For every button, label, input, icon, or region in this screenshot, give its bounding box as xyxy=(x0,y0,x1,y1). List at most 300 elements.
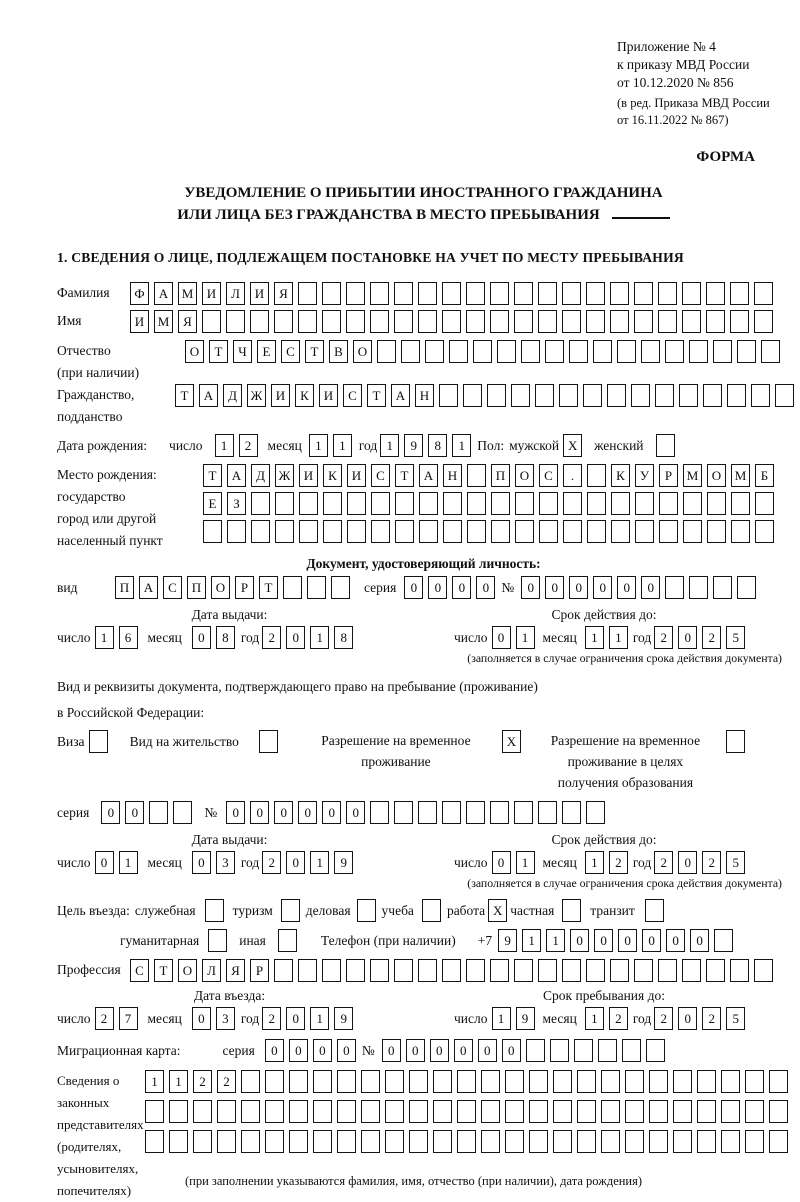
stay-month-boxes[interactable] xyxy=(585,1007,628,1030)
char-box[interactable] xyxy=(611,492,630,515)
char-box[interactable]: Р xyxy=(659,464,678,487)
char-box[interactable] xyxy=(193,1130,212,1153)
stay-day-boxes[interactable] xyxy=(492,1007,535,1030)
char-box[interactable] xyxy=(385,1070,404,1093)
char-box[interactable] xyxy=(755,520,774,543)
char-box[interactable] xyxy=(275,520,294,543)
char-box[interactable] xyxy=(173,801,192,824)
char-box[interactable]: 9 xyxy=(516,1007,535,1030)
char-box[interactable] xyxy=(371,492,390,515)
char-box[interactable] xyxy=(433,1100,452,1123)
char-box[interactable] xyxy=(418,801,437,824)
char-box[interactable] xyxy=(357,899,376,922)
char-box[interactable]: И xyxy=(347,464,366,487)
char-box[interactable] xyxy=(298,959,317,982)
given-name-boxes[interactable] xyxy=(130,310,773,333)
char-box[interactable] xyxy=(683,520,702,543)
char-box[interactable]: 9 xyxy=(334,851,353,874)
char-box[interactable] xyxy=(409,1070,428,1093)
char-box[interactable] xyxy=(649,1130,668,1153)
char-box[interactable]: К xyxy=(295,384,314,407)
char-box[interactable]: X xyxy=(563,434,582,457)
id-valid-year-boxes[interactable] xyxy=(654,626,745,649)
char-box[interactable] xyxy=(655,384,674,407)
char-box[interactable] xyxy=(769,1130,788,1153)
char-box[interactable] xyxy=(538,959,557,982)
char-box[interactable]: С xyxy=(163,576,182,599)
purpose-work-checkbox[interactable] xyxy=(488,899,507,922)
char-box[interactable]: Т xyxy=(367,384,386,407)
char-box[interactable] xyxy=(538,801,557,824)
profession-boxes[interactable] xyxy=(130,959,773,982)
purpose-study-checkbox[interactable] xyxy=(422,899,441,922)
char-box[interactable] xyxy=(713,576,732,599)
char-box[interactable] xyxy=(298,282,317,305)
char-box[interactable]: 0 xyxy=(569,576,588,599)
char-box[interactable] xyxy=(611,520,630,543)
char-box[interactable]: 0 xyxy=(521,576,540,599)
char-box[interactable] xyxy=(418,959,437,982)
char-box[interactable] xyxy=(689,340,708,363)
char-box[interactable] xyxy=(689,576,708,599)
char-box[interactable] xyxy=(634,282,653,305)
char-box[interactable]: И xyxy=(319,384,338,407)
char-box[interactable] xyxy=(265,1100,284,1123)
char-box[interactable] xyxy=(299,520,318,543)
char-box[interactable] xyxy=(656,434,675,457)
char-box[interactable]: 0 xyxy=(192,851,211,874)
char-box[interactable]: 2 xyxy=(217,1070,236,1093)
char-box[interactable] xyxy=(529,1130,548,1153)
char-box[interactable] xyxy=(322,310,341,333)
char-box[interactable] xyxy=(505,1070,524,1093)
char-box[interactable] xyxy=(418,282,437,305)
char-box[interactable]: 0 xyxy=(125,801,144,824)
entry-year-boxes[interactable] xyxy=(262,1007,353,1030)
char-box[interactable] xyxy=(385,1130,404,1153)
char-box[interactable] xyxy=(409,1130,428,1153)
char-box[interactable] xyxy=(731,492,750,515)
char-box[interactable] xyxy=(775,384,794,407)
birth-place-row1-boxes[interactable] xyxy=(203,464,774,487)
char-box[interactable]: 8 xyxy=(216,626,235,649)
char-box[interactable]: Л xyxy=(226,282,245,305)
char-box[interactable] xyxy=(490,310,509,333)
char-box[interactable] xyxy=(149,801,168,824)
char-box[interactable] xyxy=(755,492,774,515)
representatives-row2-boxes[interactable] xyxy=(145,1100,788,1123)
res-valid-month-boxes[interactable] xyxy=(585,851,628,874)
birth-place-row3-boxes[interactable] xyxy=(203,520,774,543)
char-box[interactable] xyxy=(714,929,733,952)
char-box[interactable] xyxy=(467,492,486,515)
char-box[interactable] xyxy=(515,492,534,515)
char-box[interactable] xyxy=(505,1100,524,1123)
char-box[interactable]: И xyxy=(250,282,269,305)
purpose-humanitarian-checkbox[interactable] xyxy=(208,929,227,952)
char-box[interactable] xyxy=(418,310,437,333)
char-box[interactable] xyxy=(491,520,510,543)
char-box[interactable]: 2 xyxy=(654,626,673,649)
char-box[interactable] xyxy=(205,899,224,922)
char-box[interactable] xyxy=(442,282,461,305)
char-box[interactable] xyxy=(586,801,605,824)
char-box[interactable] xyxy=(241,1070,260,1093)
char-box[interactable]: У xyxy=(635,464,654,487)
char-box[interactable] xyxy=(313,1070,332,1093)
char-box[interactable] xyxy=(313,1100,332,1123)
char-box[interactable]: Т xyxy=(259,576,278,599)
birth-month-boxes[interactable] xyxy=(309,434,352,457)
char-box[interactable]: 0 xyxy=(617,576,636,599)
char-box[interactable] xyxy=(673,1070,692,1093)
char-box[interactable] xyxy=(346,959,365,982)
char-box[interactable] xyxy=(497,340,516,363)
char-box[interactable] xyxy=(713,340,732,363)
char-box[interactable]: 0 xyxy=(641,576,660,599)
stay-year-boxes[interactable] xyxy=(654,1007,745,1030)
char-box[interactable] xyxy=(370,282,389,305)
char-box[interactable]: 1 xyxy=(145,1070,164,1093)
char-box[interactable]: Д xyxy=(251,464,270,487)
char-box[interactable]: 1 xyxy=(310,1007,329,1030)
char-box[interactable]: 1 xyxy=(380,434,399,457)
char-box[interactable]: 8 xyxy=(428,434,447,457)
char-box[interactable]: 0 xyxy=(286,626,305,649)
char-box[interactable] xyxy=(298,310,317,333)
char-box[interactable] xyxy=(601,1100,620,1123)
char-box[interactable] xyxy=(631,384,650,407)
id-issue-year-boxes[interactable] xyxy=(262,626,353,649)
char-box[interactable] xyxy=(721,1130,740,1153)
char-box[interactable] xyxy=(659,492,678,515)
char-box[interactable] xyxy=(145,1130,164,1153)
char-box[interactable] xyxy=(682,959,701,982)
char-box[interactable] xyxy=(347,492,366,515)
char-box[interactable] xyxy=(721,1100,740,1123)
char-box[interactable] xyxy=(466,282,485,305)
char-box[interactable]: 9 xyxy=(498,929,517,952)
char-box[interactable] xyxy=(442,310,461,333)
res-number-boxes[interactable] xyxy=(226,801,605,824)
char-box[interactable] xyxy=(251,492,270,515)
char-box[interactable]: С xyxy=(343,384,362,407)
char-box[interactable] xyxy=(562,801,581,824)
char-box[interactable]: 1 xyxy=(516,626,535,649)
entry-month-boxes[interactable] xyxy=(192,1007,235,1030)
char-box[interactable] xyxy=(278,929,297,952)
char-box[interactable] xyxy=(730,310,749,333)
char-box[interactable] xyxy=(241,1100,260,1123)
char-box[interactable]: 1 xyxy=(492,1007,511,1030)
char-box[interactable] xyxy=(529,1070,548,1093)
char-box[interactable]: Ж xyxy=(247,384,266,407)
char-box[interactable] xyxy=(227,520,246,543)
char-box[interactable] xyxy=(439,384,458,407)
char-box[interactable] xyxy=(601,1130,620,1153)
char-box[interactable] xyxy=(442,959,461,982)
char-box[interactable] xyxy=(559,384,578,407)
mc-number-boxes[interactable] xyxy=(382,1039,665,1062)
char-box[interactable] xyxy=(727,384,746,407)
char-box[interactable]: 3 xyxy=(216,851,235,874)
char-box[interactable] xyxy=(511,384,530,407)
char-box[interactable] xyxy=(419,492,438,515)
char-box[interactable]: 1 xyxy=(585,851,604,874)
char-box[interactable] xyxy=(562,899,581,922)
char-box[interactable] xyxy=(697,1070,716,1093)
char-box[interactable] xyxy=(89,730,108,753)
char-box[interactable]: С xyxy=(539,464,558,487)
char-box[interactable] xyxy=(467,520,486,543)
char-box[interactable]: 0 xyxy=(382,1039,401,1062)
char-box[interactable] xyxy=(607,384,626,407)
char-box[interactable] xyxy=(394,959,413,982)
char-box[interactable]: 0 xyxy=(666,929,685,952)
char-box[interactable] xyxy=(449,340,468,363)
doc-series-boxes[interactable] xyxy=(404,576,495,599)
char-box[interactable] xyxy=(361,1100,380,1123)
char-box[interactable]: О xyxy=(178,959,197,982)
char-box[interactable]: Е xyxy=(203,492,222,515)
char-box[interactable]: 2 xyxy=(609,851,628,874)
char-box[interactable]: 0 xyxy=(322,801,341,824)
char-box[interactable]: 0 xyxy=(492,626,511,649)
char-box[interactable] xyxy=(751,384,770,407)
char-box[interactable] xyxy=(487,384,506,407)
purpose-private-checkbox[interactable] xyxy=(562,899,581,922)
char-box[interactable] xyxy=(457,1130,476,1153)
char-box[interactable]: 0 xyxy=(454,1039,473,1062)
char-box[interactable] xyxy=(761,340,780,363)
char-box[interactable] xyxy=(515,520,534,543)
char-box[interactable] xyxy=(203,520,222,543)
id-valid-month-boxes[interactable] xyxy=(585,626,628,649)
char-box[interactable] xyxy=(514,959,533,982)
char-box[interactable] xyxy=(505,1130,524,1153)
char-box[interactable] xyxy=(697,1130,716,1153)
char-box[interactable] xyxy=(659,520,678,543)
temp-residence-checkbox[interactable] xyxy=(502,730,521,753)
char-box[interactable] xyxy=(289,1100,308,1123)
char-box[interactable]: М xyxy=(683,464,702,487)
char-box[interactable] xyxy=(658,310,677,333)
char-box[interactable] xyxy=(535,384,554,407)
char-box[interactable]: 0 xyxy=(594,929,613,952)
char-box[interactable]: Ч xyxy=(233,340,252,363)
char-box[interactable]: О xyxy=(353,340,372,363)
char-box[interactable] xyxy=(553,1100,572,1123)
char-box[interactable]: 1 xyxy=(310,626,329,649)
char-box[interactable] xyxy=(425,340,444,363)
char-box[interactable] xyxy=(563,520,582,543)
char-box[interactable] xyxy=(169,1100,188,1123)
char-box[interactable]: 0 xyxy=(593,576,612,599)
char-box[interactable] xyxy=(346,282,365,305)
char-box[interactable]: 0 xyxy=(346,801,365,824)
char-box[interactable] xyxy=(682,310,701,333)
char-box[interactable] xyxy=(610,959,629,982)
char-box[interactable] xyxy=(737,340,756,363)
char-box[interactable] xyxy=(217,1130,236,1153)
char-box[interactable] xyxy=(577,1130,596,1153)
char-box[interactable]: Т xyxy=(175,384,194,407)
char-box[interactable] xyxy=(274,959,293,982)
char-box[interactable]: 3 xyxy=(216,1007,235,1030)
char-box[interactable] xyxy=(731,520,750,543)
res-valid-year-boxes[interactable] xyxy=(654,851,745,874)
char-box[interactable]: 0 xyxy=(226,801,245,824)
char-box[interactable] xyxy=(706,959,725,982)
char-box[interactable]: X xyxy=(502,730,521,753)
char-box[interactable] xyxy=(394,801,413,824)
char-box[interactable] xyxy=(539,492,558,515)
char-box[interactable]: 0 xyxy=(337,1039,356,1062)
char-box[interactable]: 0 xyxy=(404,576,423,599)
char-box[interactable]: 0 xyxy=(678,626,697,649)
char-box[interactable] xyxy=(331,576,350,599)
char-box[interactable]: 1 xyxy=(585,1007,604,1030)
visa-checkbox[interactable] xyxy=(89,730,108,753)
char-box[interactable] xyxy=(251,520,270,543)
char-box[interactable]: С xyxy=(281,340,300,363)
char-box[interactable]: 2 xyxy=(262,1007,281,1030)
sex-male-checkbox[interactable] xyxy=(563,434,582,457)
char-box[interactable] xyxy=(539,520,558,543)
char-box[interactable]: Т xyxy=(395,464,414,487)
char-box[interactable]: А xyxy=(419,464,438,487)
char-box[interactable]: 0 xyxy=(286,851,305,874)
char-box[interactable] xyxy=(586,310,605,333)
char-box[interactable] xyxy=(491,492,510,515)
char-box[interactable]: 8 xyxy=(334,626,353,649)
char-box[interactable] xyxy=(649,1100,668,1123)
char-box[interactable] xyxy=(370,310,389,333)
char-box[interactable]: А xyxy=(391,384,410,407)
char-box[interactable] xyxy=(679,384,698,407)
char-box[interactable]: Ф xyxy=(130,282,149,305)
char-box[interactable]: Я xyxy=(178,310,197,333)
char-box[interactable] xyxy=(265,1130,284,1153)
char-box[interactable] xyxy=(610,310,629,333)
char-box[interactable] xyxy=(265,1070,284,1093)
char-box[interactable]: 2 xyxy=(239,434,258,457)
char-box[interactable]: И xyxy=(130,310,149,333)
char-box[interactable] xyxy=(443,520,462,543)
char-box[interactable] xyxy=(593,340,612,363)
char-box[interactable] xyxy=(466,801,485,824)
char-box[interactable] xyxy=(394,282,413,305)
char-box[interactable]: О xyxy=(185,340,204,363)
birth-day-boxes[interactable] xyxy=(215,434,258,457)
char-box[interactable]: 1 xyxy=(215,434,234,457)
char-box[interactable]: А xyxy=(199,384,218,407)
id-issue-month-boxes[interactable] xyxy=(192,626,235,649)
char-box[interactable] xyxy=(635,492,654,515)
char-box[interactable] xyxy=(634,959,653,982)
char-box[interactable]: 0 xyxy=(492,851,511,874)
char-box[interactable] xyxy=(526,1039,545,1062)
char-box[interactable] xyxy=(361,1130,380,1153)
char-box[interactable]: 2 xyxy=(193,1070,212,1093)
birth-place-row2-boxes[interactable] xyxy=(203,492,774,515)
char-box[interactable]: А xyxy=(139,576,158,599)
char-box[interactable]: О xyxy=(211,576,230,599)
char-box[interactable] xyxy=(658,282,677,305)
char-box[interactable]: 5 xyxy=(726,626,745,649)
char-box[interactable]: Н xyxy=(443,464,462,487)
char-box[interactable] xyxy=(587,492,606,515)
char-box[interactable] xyxy=(707,520,726,543)
char-box[interactable] xyxy=(401,340,420,363)
char-box[interactable] xyxy=(563,492,582,515)
char-box[interactable] xyxy=(442,801,461,824)
res-issue-day-boxes[interactable] xyxy=(95,851,138,874)
res-valid-day-boxes[interactable] xyxy=(492,851,535,874)
char-box[interactable]: Т xyxy=(305,340,324,363)
char-box[interactable]: 1 xyxy=(585,626,604,649)
char-box[interactable] xyxy=(481,1100,500,1123)
id-valid-day-boxes[interactable] xyxy=(492,626,535,649)
char-box[interactable]: 2 xyxy=(262,851,281,874)
char-box[interactable]: Т xyxy=(154,959,173,982)
char-box[interactable]: 0 xyxy=(678,851,697,874)
char-box[interactable] xyxy=(514,801,533,824)
char-box[interactable] xyxy=(577,1100,596,1123)
char-box[interactable] xyxy=(299,492,318,515)
char-box[interactable]: 1 xyxy=(310,851,329,874)
char-box[interactable] xyxy=(754,282,773,305)
char-box[interactable]: 0 xyxy=(265,1039,284,1062)
char-box[interactable] xyxy=(726,730,745,753)
char-box[interactable]: 0 xyxy=(95,851,114,874)
char-box[interactable]: П xyxy=(491,464,510,487)
char-box[interactable]: И xyxy=(299,464,318,487)
char-box[interactable]: 1 xyxy=(119,851,138,874)
char-box[interactable] xyxy=(481,1070,500,1093)
char-box[interactable] xyxy=(635,520,654,543)
char-box[interactable] xyxy=(745,1130,764,1153)
id-issue-day-boxes[interactable] xyxy=(95,626,138,649)
char-box[interactable]: 1 xyxy=(546,929,565,952)
char-box[interactable] xyxy=(641,340,660,363)
char-box[interactable] xyxy=(707,492,726,515)
char-box[interactable]: 1 xyxy=(333,434,352,457)
res-series-boxes[interactable] xyxy=(101,801,192,824)
purpose-business-checkbox[interactable] xyxy=(357,899,376,922)
residence-permit-checkbox[interactable] xyxy=(259,730,278,753)
char-box[interactable]: 0 xyxy=(476,576,495,599)
sex-female-checkbox[interactable] xyxy=(656,434,675,457)
char-box[interactable]: 0 xyxy=(313,1039,332,1062)
char-box[interactable]: 1 xyxy=(609,626,628,649)
char-box[interactable] xyxy=(409,1100,428,1123)
patronymic-boxes[interactable] xyxy=(185,340,780,363)
char-box[interactable] xyxy=(649,1070,668,1093)
char-box[interactable]: Е xyxy=(257,340,276,363)
char-box[interactable] xyxy=(473,340,492,363)
char-box[interactable] xyxy=(322,282,341,305)
surname-boxes[interactable] xyxy=(130,282,773,305)
char-box[interactable]: А xyxy=(154,282,173,305)
char-box[interactable] xyxy=(587,520,606,543)
char-box[interactable] xyxy=(745,1100,764,1123)
char-box[interactable]: Р xyxy=(250,959,269,982)
char-box[interactable]: 0 xyxy=(286,1007,305,1030)
char-box[interactable]: Б xyxy=(755,464,774,487)
char-box[interactable] xyxy=(313,1130,332,1153)
char-box[interactable] xyxy=(622,1039,641,1062)
